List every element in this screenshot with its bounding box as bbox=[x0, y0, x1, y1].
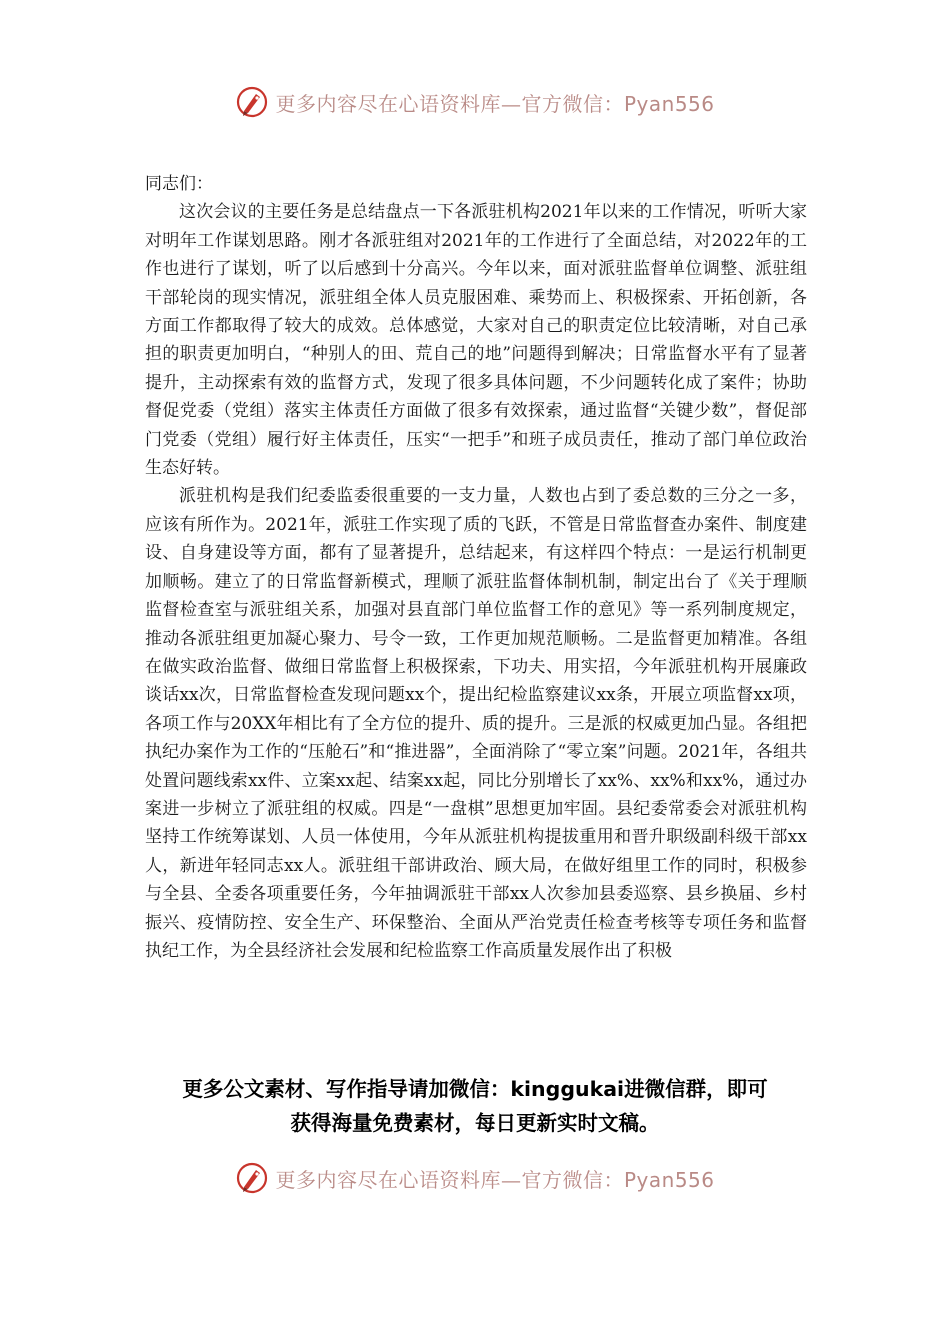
header-wechat-id: Pyan556 bbox=[623, 91, 715, 116]
footer-banner bbox=[0, 1156, 950, 1200]
paragraph-1: 这次会议的主要任务是总结盘点一下各派驻机构2021年以来的工作情况，听听大家对明年工作谋划思路。刚才各派驻组对2021年的工作进行了全面总结，对2022年的工作也进行了谋划，听了以后感到十分高兴。今年以来，面对派驻监督单位调整、派驻组干部轮岗的现实情况，派驻组全体人员克服困难、乘势而上、积极探索、开拓创新，各方面工作都取得了较大的成效。总体感觉，大家对自己的职责定位比较清晰，对自己承担的职责更加明白，“种别人的田、荒自己的地”问题得到解决；日常监督水平有了显著提升，主动探索有效的监督方式，发现了很多具体问题，不少问题转化成了案件；协助督促党委（党组）落实主体责任方面做了很多有效探索，通过监督“关键少数”，督促部门党委（党组）履行好主体责任，压实“一把手”和班子成员责任，推动了部门单位政治生态好转。 bbox=[145, 202, 807, 479]
pen-nib-logo-icon bbox=[235, 85, 269, 119]
footer-wechat-id: Pyan556 bbox=[623, 1167, 715, 1192]
salutation: 同志们： bbox=[145, 174, 213, 194]
footer-banner-text: 更多内容尽在心语资料库—官方微信：Pyan556 bbox=[275, 1167, 715, 1192]
promo-line-1: 更多公文素材、写作指导请加微信：kinggukai进微信群，即可 bbox=[182, 1077, 768, 1101]
paragraph-2: 派驻机构是我们纪委监委很重要的一支力量，人数也占到了委总数的三分之一多，应该有所作为。2021年，派驻工作实现了质的飞跃，不管是日常监督查办案件、制度建设、自身建设等方面，都有了显著提升，总结起来，有这样四个特点：一是运行机制更加顺畅。建立了的日常监督新模式，理顺了派驻监督体制机制，制定出台了《关于理顺监督检查室与派驻组关系，加强对县直部门单位监督工作的意见》等一系列制度规定，推动各派驻组更加凝心聚力、号令一致，工作更加规范顺畅。二是监督更加精准。各组在做实政治监督、做细日常监督上积极探索，下功夫、用实招，今年派驻机构开展廉政谈话xx次，日常监督检查发现问题xx个，提出纪检监察建议xx条，开展立项监督xx项，各项工作与20XX年相比有了全方位的提升、质的提升。三是派的权威更加凸显。各组把执纪办案作为工作的“压舱石”和“推进器”，全面消除了“零立案”问题。2021年，各组共处置问题线索xx件、立案xx起、结案xx起，同比分别增长了xx%、xx%和xx%，通过办案进一步树立了派驻组的权威。四是“一盘棋”思想更加牢固。县纪委常委会对派驻机构坚持工作统筹谋划、人员一体使用，今年从派驻机构提拔重用和晋升职级副科级干部xx人，新进年轻同志xx人。派驻组干部讲政治、顾大局，在做好组里工作的同时，积极参与全县、全委各项重要任务，今年抽调派驻干部xx人次参加县委巡察、县乡换届、乡村振兴、疫情防控、安全生产、环保整治、全面从严治党责任检查考核等专项任务和监督执纪工作，为全县经济社会发展和纪检监察工作高质量发展作出了积极 bbox=[145, 486, 807, 961]
header-banner bbox=[0, 80, 950, 124]
document-body bbox=[145, 170, 807, 965]
pen-nib-logo-icon bbox=[235, 1161, 269, 1195]
promo-notice bbox=[130, 1072, 820, 1140]
header-banner-text: 更多内容尽在心语资料库—官方微信：Pyan556 bbox=[275, 91, 715, 116]
promo-line-2: 获得海量免费素材，每日更新实时文稿。 bbox=[290, 1111, 660, 1135]
